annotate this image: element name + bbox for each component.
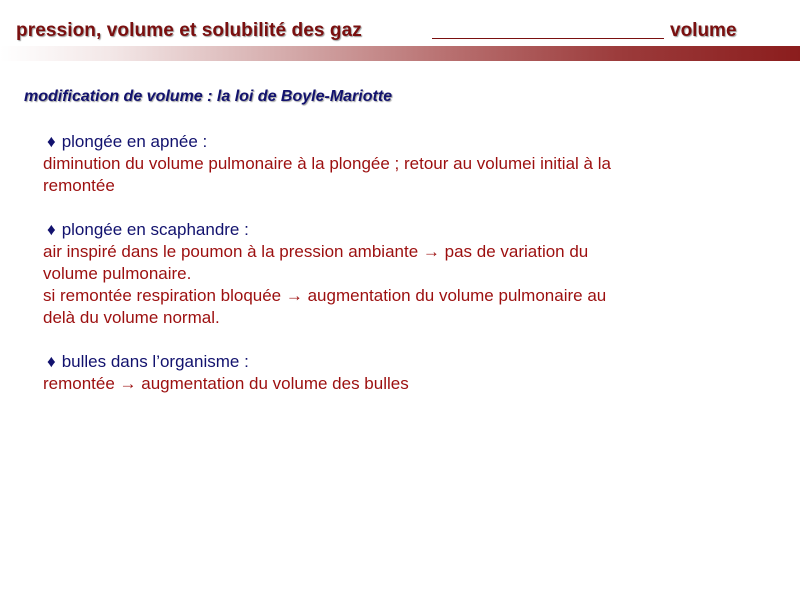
content-body bbox=[43, 131, 743, 417]
section-text-line: delà du volume normal. bbox=[43, 308, 220, 327]
section-heading bbox=[43, 351, 743, 373]
section-heading-text: plongée en apnée : bbox=[61, 132, 208, 151]
section-text-line: remontée → augmentation du volume des bulles bbox=[43, 374, 409, 393]
diamond-bullet-icon: ♦ bbox=[47, 132, 56, 151]
section-bubbles bbox=[43, 351, 743, 395]
slide-title: pression, volume et solubilité des gaz bbox=[16, 20, 362, 41]
section-text-line: remontée bbox=[43, 176, 115, 195]
header-gradient-bar bbox=[0, 46, 800, 61]
diamond-bullet-icon: ♦ bbox=[47, 220, 56, 239]
section-heading bbox=[43, 219, 743, 241]
section-text-line: volume pulmonaire. bbox=[43, 264, 192, 283]
section-text-line: diminution du volume pulmonaire à la plongée ; retour au volumei initial à la bbox=[43, 154, 611, 173]
section-heading-text: bulles dans l’organisme : bbox=[61, 352, 249, 371]
subtitle: modification de volume : la loi de Boyle-Mariotte bbox=[24, 88, 393, 105]
section-heading-text: plongée en scaphandre : bbox=[61, 220, 249, 239]
section-scuba bbox=[43, 219, 743, 329]
section-heading bbox=[43, 131, 743, 153]
section-label: volume bbox=[670, 20, 737, 41]
title-rule bbox=[432, 38, 664, 39]
section-apnea bbox=[43, 131, 743, 197]
diamond-bullet-icon: ♦ bbox=[47, 352, 56, 371]
slide-header bbox=[0, 0, 800, 64]
section-text-line: air inspiré dans le poumon à la pression ambiante → pas de variation du bbox=[43, 242, 589, 261]
section-text-line: si remontée respiration bloquée → augmentation du volume pulmonaire au bbox=[43, 286, 607, 305]
